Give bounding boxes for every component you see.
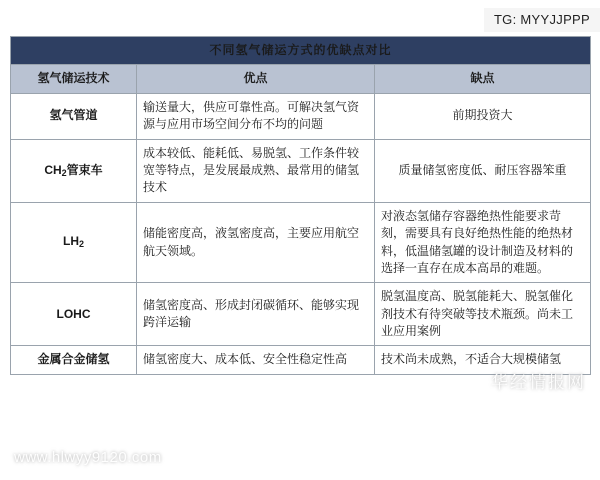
- cell-cons: 技术尚未成熟，不适合大规模储氢: [375, 346, 591, 374]
- column-header-tech: 氢气储运技术: [11, 65, 137, 93]
- table-title: 不同氢气储运方式的优缺点对比: [11, 37, 591, 65]
- cell-cons: 对液态氢储存容器绝热性能要求苛刻，需要具有良好绝热性能的绝热材料，低温储氢罐的设计制造及材料的选择一直存在成本高昂的难题。: [375, 202, 591, 283]
- table-row: [11, 346, 591, 374]
- cell-pros: 输送量大，供应可靠性高。可解决氢气资源与应用市场空间分布不均的问题: [137, 93, 375, 139]
- cell-tech: [11, 202, 137, 283]
- table-row: [11, 202, 591, 283]
- cell-pros: 成本较低、能耗低、易脱氢、工作条件较宽等特点，是发展最成熟、最常用的储氢技术: [137, 139, 375, 202]
- table-header-row: [11, 65, 591, 93]
- comparison-table: [10, 36, 591, 375]
- watermark-url: www.hlwyy9120.com: [14, 449, 162, 466]
- cell-tech: 氢气管道: [11, 93, 137, 139]
- comparison-table-container: [10, 36, 590, 375]
- cell-cons: 质量储氢密度低、耐压容器笨重: [375, 139, 591, 202]
- column-header-cons: 缺点: [375, 65, 591, 93]
- column-header-pros: 优点: [137, 65, 375, 93]
- cell-tech: [11, 139, 137, 202]
- cell-tech-subscript: 2: [61, 167, 67, 178]
- cell-pros: 储能密度高，液氢密度高，主要应用航空航天领域。: [137, 202, 375, 283]
- cell-tech: 金属合金储氢: [11, 346, 137, 374]
- watermark-source: 华经情报网: [491, 373, 586, 392]
- cell-tech-suffix: 管束车: [66, 162, 103, 177]
- table-row: [11, 93, 591, 139]
- cell-pros: 储氢密度高、形成封闭碳循环、能够实现跨洋运输: [137, 283, 375, 346]
- tg-badge: TG: MYYJJPPP: [484, 8, 600, 32]
- cell-tech-subscript: 2: [78, 239, 84, 250]
- cell-tech-formula: LH: [62, 234, 79, 249]
- cell-pros: 储氢密度大、成本低、安全性稳定性高: [137, 346, 375, 374]
- cell-tech: LOHC: [11, 283, 137, 346]
- cell-cons: 脱氢温度高、脱氢能耗大、脱氢催化剂技术有待突破等技术瓶颈。尚未工业应用案例: [375, 283, 591, 346]
- table-row: [11, 283, 591, 346]
- table-title-row: [11, 37, 591, 65]
- cell-tech-formula: CH: [44, 162, 62, 177]
- cell-cons: 前期投资大: [375, 93, 591, 139]
- table-row: [11, 139, 591, 202]
